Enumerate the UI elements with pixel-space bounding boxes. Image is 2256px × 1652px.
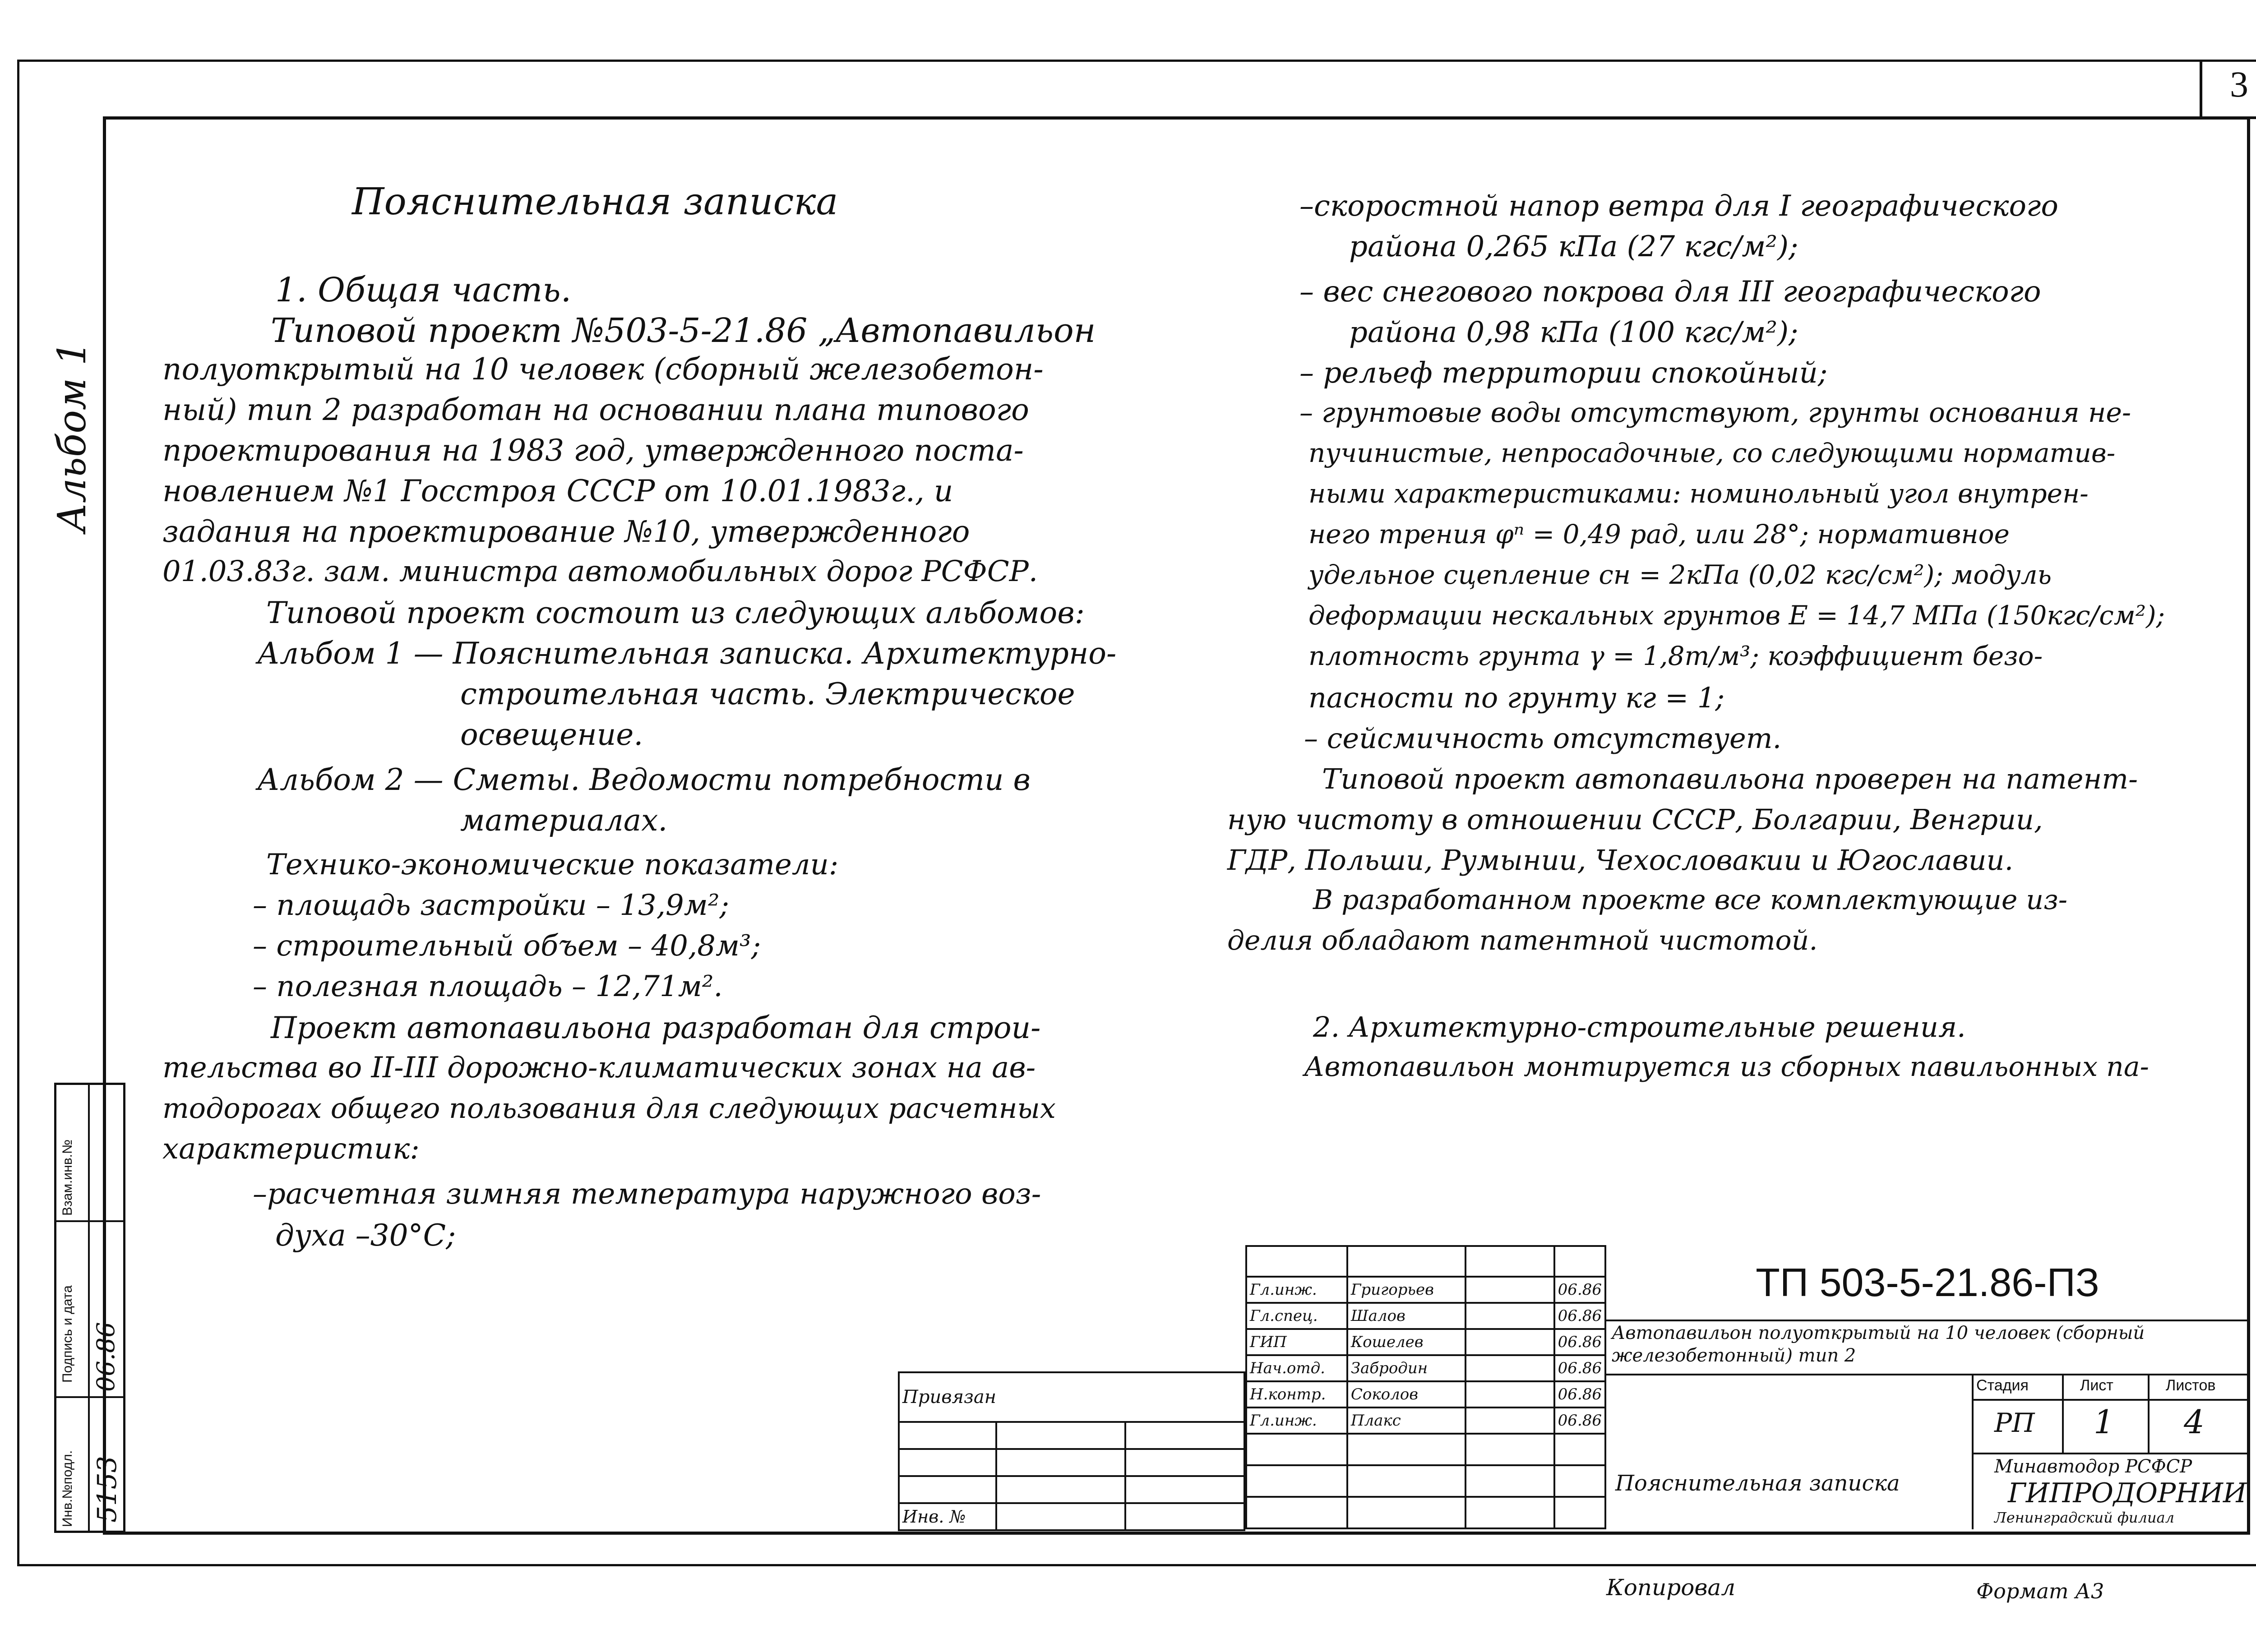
sheet-number-box [2200, 60, 2256, 119]
text-line: ную чистоту в отношении СССР, Болгарии, Венгрии, [1227, 803, 2043, 836]
sheet-label: Лист [2080, 1377, 2113, 1394]
text-line: пасности по грунту кг = 1; [1308, 681, 1725, 714]
org-line-3: Ленинградский филиал [1994, 1509, 2174, 1526]
text-line: 1. Общая часть. [275, 271, 572, 309]
text-line: Типовой проект автопавильона проверен на патент- [1322, 762, 2138, 795]
text-line: него трения φⁿ = 0,49 рад, или 28°; нормативное [1308, 519, 2010, 549]
text-line: характеристик: [162, 1132, 420, 1166]
title-block-right [1604, 1245, 2249, 1529]
text-line: – рельеф территории спокойный; [1299, 356, 1828, 390]
text-line: удельное сцепление сн = 2кПа (0,02 кгс/см²); модуль [1308, 559, 2052, 590]
role-cell: Н.контр. [1246, 1381, 1347, 1407]
role-cell: ГИП [1246, 1329, 1347, 1355]
text-line: Типовой проект состоит из следующих альбомов: [266, 595, 1085, 630]
stamp-label-sign: Подпись и дата [60, 1285, 75, 1383]
date-cell: 06.86 [1554, 1277, 1605, 1303]
sheet-value: 1 [2094, 1403, 2114, 1441]
role-cell: Нач.отд. [1246, 1355, 1347, 1381]
text-line: – строительный объем – 40,8м³; [253, 929, 761, 963]
name-cell: Шалов [1347, 1303, 1466, 1329]
text-line: –расчетная зимняя температура наружного воз- [253, 1177, 1041, 1211]
name-cell: Соколов [1347, 1381, 1466, 1407]
text-line: Типовой проект №503-5-21.86 „Автопавильон [271, 311, 1096, 350]
text-line: Альбом 2 — Сметы. Ведомости потребности в [257, 762, 1031, 797]
page-title: Пояснительная записка [352, 180, 838, 223]
text-line: задания на проектирование №10, утвержденного [162, 514, 970, 549]
text-line: полуоткрытый на 10 человек (сборный железобетон- [162, 352, 1044, 387]
text-line: плотность грунта γ = 1,8т/м³; коэффициент безо- [1308, 641, 2043, 671]
text-line: деформации нескальных грунтов Е = 14,7 МПа (150кгс/см²); [1308, 600, 2165, 631]
text-line: – полезная площадь – 12,71м². [253, 970, 723, 1003]
attached-label: Привязан [899, 1372, 1244, 1422]
org-line-1: Минавтодор РСФСР [1994, 1456, 2192, 1477]
org-line-2: ГИПРОДОРНИИ [2008, 1477, 2247, 1509]
format-label: Формат А3 [1976, 1579, 2104, 1603]
text-line: В разработанном проекте все комплектующие из- [1313, 884, 2068, 916]
text-line: – вес снегового покрова для III географического [1299, 275, 2041, 309]
role-cell: Гл.инж. [1246, 1277, 1347, 1303]
text-line: новлением №1 Госстроя СССР от 10.01.1983г., и [162, 474, 953, 508]
text-line: –скоростной напор ветра для I географического [1299, 189, 2058, 223]
text-line: – грунтовые воды отсутствуют, грунты основания не- [1299, 397, 2131, 429]
text-line: материалах. [460, 803, 668, 838]
attachment-block [898, 1371, 1245, 1531]
text-line: ный) тип 2 разработан на основании плана типового [162, 392, 1029, 427]
signature-table [1245, 1245, 1606, 1529]
date-cell: 06.86 [1554, 1381, 1605, 1407]
text-line: Автопавильон монтируется из сборных павильонных па- [1304, 1051, 2149, 1083]
role-cell: Гл.инж. [1246, 1407, 1347, 1434]
doc-code: ТП 503-5-21.86-ПЗ [1606, 1245, 2249, 1321]
doc-name: Пояснительная записка [1615, 1471, 1900, 1496]
stamp-label-replace: Взам.инв.№ [60, 1139, 75, 1216]
text-line: пучинистые, непросадочные, со следующими норматив- [1308, 438, 2116, 468]
side-stamp [54, 1083, 125, 1533]
text-line: района 0,265 кПа (27 кгс/м²); [1349, 230, 1798, 263]
stamp-value-date: 06.86 [92, 1322, 120, 1392]
text-line: строительная часть. Электрическое [460, 677, 1075, 711]
name-cell: Григорьев [1347, 1277, 1466, 1303]
stage-value: РП [1994, 1407, 2035, 1438]
text-line: ными характеристиками: номинольный угол внутрен- [1308, 478, 2089, 509]
text-line: – сейсмичность отсутствует. [1304, 722, 1782, 755]
text-line: ГДР, Польши, Румынии, Чехословакии и Югославии. [1227, 844, 2014, 877]
stamp-label-inv: Инв.№подл. [60, 1450, 75, 1527]
sheet-number: 3 [2230, 64, 2248, 105]
project-name: Автопавильон полуоткрытый на 10 человек (сборный железобетонный) тип 2 [1612, 1323, 2145, 1366]
stamp-value-inv: 5153 [92, 1456, 122, 1523]
role-cell: Гл.спец. [1246, 1303, 1347, 1329]
text-line: освещение. [460, 717, 643, 752]
text-line: Технико-экономические показатели: [266, 848, 839, 881]
text-line: духа –30°С; [275, 1218, 456, 1253]
copied-label: Копировал [1606, 1574, 1736, 1601]
inv-label: Инв. № [899, 1503, 996, 1530]
text-line: Альбом 1 — Пояснительная записка. Архитектурно- [257, 636, 1117, 671]
date-cell: 06.86 [1554, 1303, 1605, 1329]
album-side-label: Альбом 1 [50, 341, 95, 532]
date-cell: 06.86 [1554, 1355, 1605, 1381]
text-line: – площадь застройки – 13,9м²; [253, 889, 730, 922]
text-line: района 0,98 кПа (100 кгс/м²); [1349, 316, 1798, 349]
name-cell: Кошелев [1347, 1329, 1466, 1355]
text-line: тодорогах общего пользования для следующих расчетных [162, 1092, 1056, 1125]
sheets-value: 4 [2184, 1403, 2205, 1441]
name-cell: Плакс [1347, 1407, 1466, 1434]
text-line: 01.03.83г. зам. министра автомобильных дорог РСФСР. [162, 555, 1038, 588]
text-line: 2. Архитектурно-строительные решения. [1313, 1011, 1966, 1043]
name-cell: Забродин [1347, 1355, 1466, 1381]
text-line: проектирования на 1983 год, утвержденного поста- [162, 433, 1024, 468]
stage-label: Стадия [1976, 1377, 2029, 1394]
date-cell: 06.86 [1554, 1407, 1605, 1434]
text-line: Проект автопавильона разработан для строи- [271, 1011, 1041, 1045]
text-line: делия обладают патентной чистотой. [1227, 925, 1818, 956]
sheets-label: Листов [2166, 1377, 2216, 1394]
text-line: тельства во II-III дорожно-климатических зонах на ав- [162, 1051, 1036, 1084]
date-cell: 06.86 [1554, 1329, 1605, 1355]
